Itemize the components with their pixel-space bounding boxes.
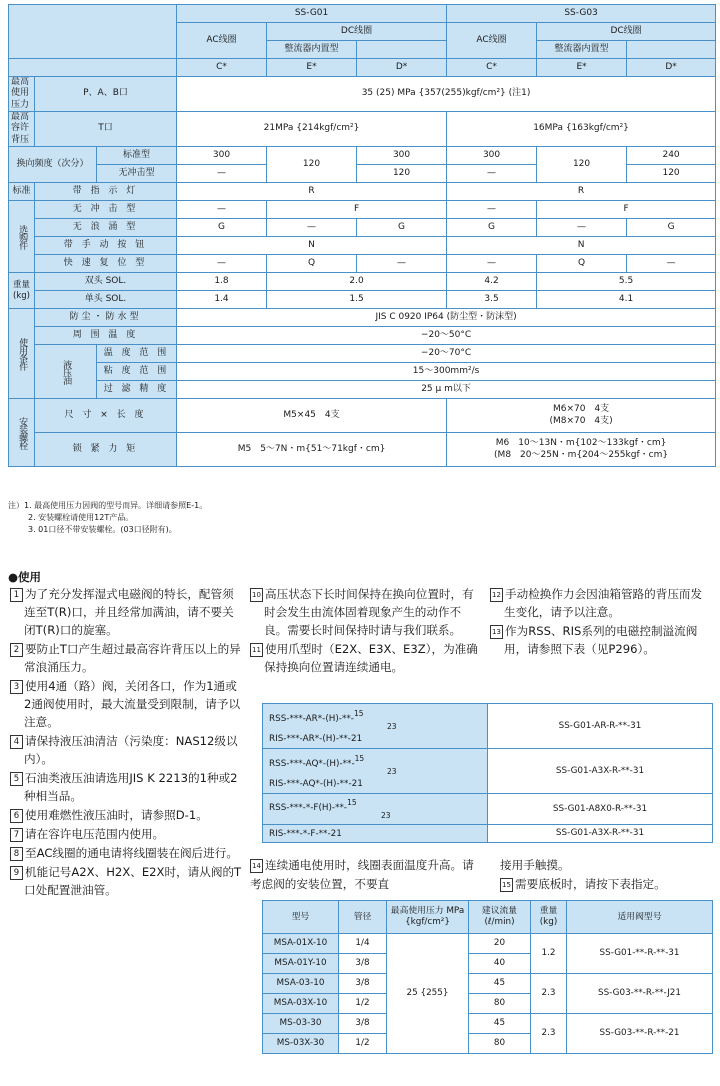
row-sublabel: 周 围 温 度 [35,327,177,345]
coil-dc: DC线圈 [537,23,716,41]
row-label: 安装螺栓 [9,399,35,467]
value: 15〜300mm²/s [177,363,716,381]
value: 35 (25) MPa {357(255)kgf/cm²} (注1) [177,77,716,112]
value: F [267,201,447,219]
code: E* [267,59,357,77]
row-label: 液压油 [35,345,97,399]
usage-item: 13 作为RSS、RIS系列的电磁控制溢流阀用，请参照下表（见P296）。 [490,622,712,658]
table-notes [8,500,608,536]
value: 2.0 [267,273,447,291]
table-cell: 25 {255} [387,934,469,1054]
blank [627,41,716,59]
code: C* [177,59,267,77]
table-cell: SS-G03-**-R-**-21 [567,1014,713,1054]
code: C* [447,59,537,77]
model-cell: MSA-03X-10 [263,994,339,1014]
value: −20〜70°C [177,345,716,363]
value: — [447,165,537,183]
column-header: 最高使用压力 MPa {kgf/cm²} [387,901,469,934]
value: 120 [627,165,716,183]
usage-item: 5 石油类液压油请选用JIS K 2213的1种或2种相当品。 [10,769,242,805]
column-header: 适用阀型号 [567,901,713,934]
note: 注）1. 最高使用压力因阀的型号而异。详细请参照E-1。 [8,501,208,510]
table-cell: 1/2 [339,994,387,1014]
table-cell: RSS-***-AQ*-(H)-**-15 23 RIS-***-AQ*-(H)-**-21 [263,749,488,794]
table-cell: SS-G01-AR-R-**-31 [488,704,713,749]
item-number: 15 [500,878,513,892]
row-sublabel: 过 滤 精 度 [97,381,177,399]
column-header: 管径 [339,901,387,934]
row-label: 最高容许背压 [9,112,35,147]
item-number: 10 [250,588,263,602]
row-sublabel: 双头 SOL. [35,273,177,291]
table-cell: 2.3 [531,1014,567,1054]
value: 16MPa {163kgf/cm²} [447,112,716,147]
row-sublabel: T口 [35,112,177,147]
value-line: M6×70 4支 [552,404,610,415]
value [447,433,716,467]
row-sublabel: 无冲击型 [97,165,177,183]
value: — [177,255,267,273]
value: Q [537,255,627,273]
coil-ac: AC线圈 [177,23,267,59]
model-header: SS-G01 [177,5,447,23]
value-line: (M8 20〜25N・m{204〜255kgf・cm} [494,449,669,460]
value: 4.2 [447,273,537,291]
usage-item: 8 至AC线圈的通电请将线圈装在阀后进行。 [10,844,242,862]
row-sublabel: 温 度 范 围 [97,345,177,363]
value: 21MPa {214kgf/cm²} [177,112,447,147]
usage-item: 11 使用爪型时（E2X、E3X、E3Z），为准确保持换向位置请连续通电。 [250,640,482,676]
model-cell: MSA-03-10 [263,974,339,994]
value: R [177,183,447,201]
row-label: 使用条件 [9,309,35,399]
value-line: M6 10〜13N・m{102〜133kgf・cm} [495,438,667,449]
value: 120 [537,147,627,183]
value: 5.5 [537,273,716,291]
value: M5×45 4支 [177,399,447,433]
table-cell: SS-G01-A3X-R-**-31 [488,749,713,794]
value: 4.1 [537,291,716,309]
table-cell: SS-G03-**-R-**-J21 [567,974,713,1014]
usage-item: 6 使用难燃性液压油时，请参照D-1。 [10,806,242,824]
value-line: (M8×70 4支) [549,415,613,426]
table-cell: 20 [469,934,531,954]
rectifier: 整流器内置型 [537,41,627,59]
row-label: 最高使用压力 [9,77,35,112]
value: 300 [177,147,267,165]
row-label: 换向频度（次分） [9,147,97,183]
row-sublabel: P、A、B口 [35,77,177,112]
row-sublabel: 无 冲 击 型 [35,201,177,219]
value [447,399,716,433]
value: — [357,255,447,273]
row-label: 选购件 [9,201,35,273]
item-number: 9 [10,866,23,880]
model-cell: MSA-01Y-10 [263,954,339,974]
table-cell: SS-G01-A3X-R-**-31 [488,825,713,843]
item-number: 13 [490,625,503,639]
table-cell: SS-G01-A8X0-R-**-31 [488,794,713,825]
table-cell: 1/4 [339,934,387,954]
value: N [177,237,447,255]
table-cell: 45 [469,974,531,994]
row-sublabel: 粘 度 范 围 [97,363,177,381]
row-sublabel: 单头 SOL. [35,291,177,309]
value: JIS C 0920 IP64 (防尘型・防沫型) [177,309,716,327]
value: −20〜50°C [177,327,716,345]
value: F [537,201,716,219]
item-number: 5 [10,772,23,786]
value: — [267,219,357,237]
column-header: 型号 [263,901,339,934]
value: — [447,255,537,273]
row-sublabel: 防尘・防水型 [35,309,177,327]
item-number: 7 [10,828,23,842]
table-cell: 1/2 [339,1034,387,1054]
table-cell: 45 [469,1014,531,1034]
row-sublabel: 锁 紧 力 矩 [35,433,177,467]
usage-item: 14 连续通电使用时，线圈表面温度升高。请考虑阀的安装位置，不要直 [250,858,474,891]
value: M5 5〜7N・m{51〜71kgf・cm} [177,433,447,467]
table-cell: 3/8 [339,1014,387,1034]
row-sublabel: 标准型 [97,147,177,165]
value: 120 [357,165,447,183]
row-sublabel: 快 速 复 位 型 [35,255,177,273]
row-sublabel: 尺 寸 × 长 度 [35,399,177,433]
usage-item: 7 请在容许电压范围内使用。 [10,825,242,843]
table-cell: SS-G01-**-R-**-31 [567,934,713,974]
value: G [627,219,716,237]
value: 240 [627,147,716,165]
subplate-table [262,900,713,1054]
column-header: 建议流量 (ℓ/min) [469,901,531,934]
value: — [447,201,537,219]
item-number: 2 [10,643,23,657]
item-number: 8 [10,847,23,861]
value: N [447,237,716,255]
item-number: 3 [10,680,23,694]
row-sublabel: 带 手 动 按 钮 [35,237,177,255]
usage-item: 10 高压状态下长时间保持在换向位置时，有时会发生由流体固着现象产生的动作不良。需要长时间保持时请与我们联系。 [250,585,482,639]
value: Q [267,255,357,273]
code: D* [627,59,716,77]
usage-column-2 [250,585,482,677]
usage-item: 9 机能记号A2X、H2X、E2X时，请从阀的T口处配置泄油管。 [10,863,242,899]
usage-item: 3 使用4通（路）阀，关闭各口，作为1通或2通阀使用时，最大流量受到限制，请予以注意。 [10,677,242,731]
coil-ac: AC线圈 [447,23,537,59]
rss-valve-table [262,703,713,843]
value: G [357,219,447,237]
item-number: 14 [250,859,263,873]
table-cell: 1.2 [531,934,567,974]
code: D* [357,59,447,77]
table-cell: RSS-***-*-F(H)-**-15 23 [263,794,488,825]
usage-item: 2 要防止T口产生超过最高容许背压以上的异常浪涌压力。 [10,640,242,676]
item-number: 12 [490,588,503,602]
blank [357,41,447,59]
value: — [627,255,716,273]
usage-column-1 [10,585,242,900]
section-title: ●使用 [8,570,42,584]
value: — [177,201,267,219]
table-cell: 3/8 [339,974,387,994]
item-number: 1 [10,588,23,602]
usage-item: 接用手触摸。 15 需要底板时，请按下表指定。 [500,858,666,891]
usage-item: 1 为了充分发挥湿式电磁阀的特长，配管须连至T(R)口，并且经常加满油，请不要关闭T(R)口的旋塞。 [10,585,242,639]
code: E* [537,59,627,77]
rectifier: 整流器内置型 [267,41,357,59]
model-cell: MSA-01X-10 [263,934,339,954]
table-cell: 80 [469,1034,531,1054]
item-number: 6 [10,809,23,823]
usage-item: 12 手动检换作力会因油箱管路的背压而发生变化，请予以注意。 [490,585,712,621]
spec-table [8,4,716,467]
model-cell: MS-03-30 [263,1014,339,1034]
blank [9,59,177,77]
value: 3.5 [447,291,537,309]
corner-cell [9,5,177,59]
item-number: 4 [10,735,23,749]
column-header: 重量 (kg) [531,901,567,934]
table-cell: 40 [469,954,531,974]
note: 2. 安装螺栓请使用12T产品。 [28,513,134,522]
table-cell: 2.3 [531,974,567,1014]
row-sublabel: 无 浪 涌 型 [35,219,177,237]
value: 1.5 [267,291,447,309]
model-cell: MS-03X-30 [263,1034,339,1054]
table-cell: 80 [469,994,531,1014]
value: 300 [357,147,447,165]
value: — [537,219,627,237]
row-label: 重量(kg) [9,273,35,309]
value: 25 μ m以下 [177,381,716,399]
note: 3. 01口径不带安装螺栓。(03口径附有)。 [28,525,177,534]
value: G [447,219,537,237]
value: 300 [447,147,537,165]
table-cell: 3/8 [339,954,387,974]
row-label: 标准 [9,183,35,201]
value: 1.4 [177,291,267,309]
value: R [447,183,716,201]
usage-column-3 [490,585,712,659]
row-sublabel: 带 指 示 灯 [35,183,177,201]
value: 120 [267,147,357,183]
table-cell: RSS-***-AR*-(H)-**-15 23 RIS-***-AR*-(H)-**-21 [263,704,488,749]
usage-item: 4 请保持液压油清洁（污染度：NAS12级以内）。 [10,732,242,768]
coil-dc: DC线圈 [267,23,447,41]
value: G [177,219,267,237]
table-cell: RIS-***-*-F-**-21 [263,825,488,843]
value: 1.8 [177,273,267,291]
value: — [177,165,267,183]
model-header: SS-G03 [447,5,716,23]
item-number: 11 [250,643,263,657]
